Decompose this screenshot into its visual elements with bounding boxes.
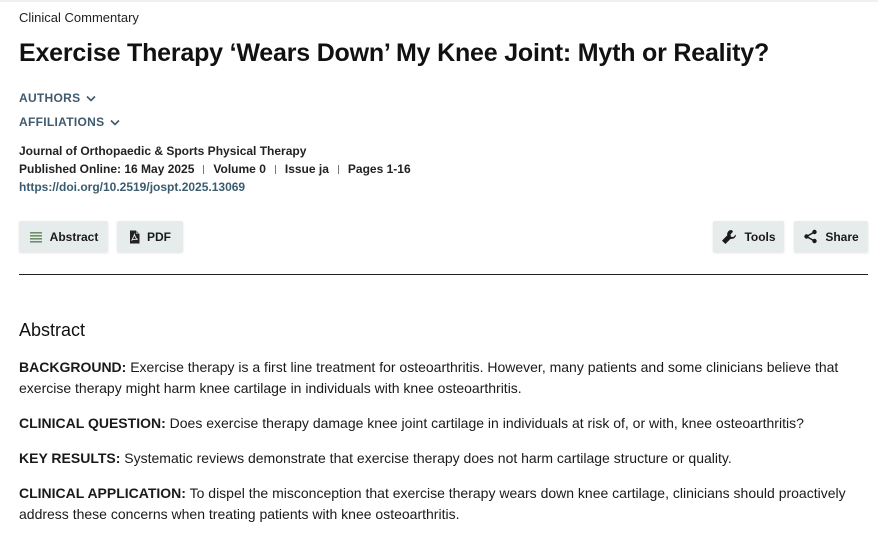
section-label: CLINICAL APPLICATION:	[19, 485, 186, 501]
tools-button-label: Tools	[744, 229, 776, 244]
doi-link[interactable]: https://doi.org/10.2519/jospt.2025.13069	[19, 180, 246, 194]
pdf-file-icon	[129, 230, 140, 244]
section-label: BACKGROUND:	[19, 359, 127, 375]
abstract-button-label: Abstract	[49, 229, 99, 244]
meta-separator	[338, 165, 339, 174]
affiliations-toggle[interactable]	[19, 115, 120, 129]
section-text: Exercise therapy is a first line treatment for osteoarthritis. However, many patients and some clinicians believe that exercise therapy might harm knee cartilage in individuals with knee osteoarthritis.	[19, 359, 839, 396]
abstract-background	[19, 357, 868, 399]
tools-button[interactable]	[713, 221, 784, 252]
top-border	[0, 0, 878, 2]
meta-separator	[275, 165, 276, 174]
section-label: KEY RESULTS:	[19, 450, 121, 466]
chevron-down-icon	[86, 95, 96, 102]
share-button[interactable]	[794, 221, 868, 252]
share-button-label: Share	[825, 229, 859, 244]
abstract-button[interactable]	[19, 221, 108, 252]
published-date: Published Online: 16 May 2025	[19, 162, 195, 176]
pdf-button-label: PDF	[147, 229, 171, 244]
list-lines-icon	[29, 231, 43, 243]
wrench-icon	[721, 229, 737, 245]
affiliations-toggle-label: AFFILIATIONS	[19, 115, 105, 129]
section-text: Does exercise therapy damage knee joint cartilage in individuals at risk of, or with, knee osteoarthritis?	[165, 415, 804, 431]
publication-info	[19, 162, 411, 176]
abstract-clinical-application	[19, 483, 868, 525]
article-title: Exercise Therapy ‘Wears Down’ My Knee Joint: Myth or Reality?	[19, 39, 770, 67]
volume: Volume 0	[213, 162, 266, 176]
authors-toggle[interactable]	[19, 91, 96, 105]
section-text: To dispel the misconception that exercise therapy wears down knee cartilage, clinicians should proactively address these concerns when treating patients with knee osteoarthritis.	[19, 485, 846, 522]
journal-name: Journal of Orthopaedic & Sports Physical Therapy	[19, 144, 307, 158]
abstract-key-results	[19, 448, 868, 469]
pages: Pages 1-16	[347, 162, 411, 176]
abstract-heading: Abstract	[19, 320, 86, 340]
authors-toggle-label: AUTHORS	[19, 91, 81, 105]
section-text: Systematic reviews demonstrate that exercise therapy does not harm cartilage structure or quality.	[120, 450, 732, 466]
abstract-clinical-question	[19, 413, 868, 434]
issue: Issue ja	[284, 162, 329, 176]
chevron-down-icon	[110, 119, 120, 126]
article-category: Clinical Commentary	[19, 10, 139, 25]
meta-separator	[203, 165, 204, 174]
section-label: CLINICAL QUESTION:	[19, 415, 166, 431]
share-icon	[803, 229, 818, 244]
pdf-button[interactable]	[117, 221, 183, 252]
section-divider	[19, 274, 868, 275]
